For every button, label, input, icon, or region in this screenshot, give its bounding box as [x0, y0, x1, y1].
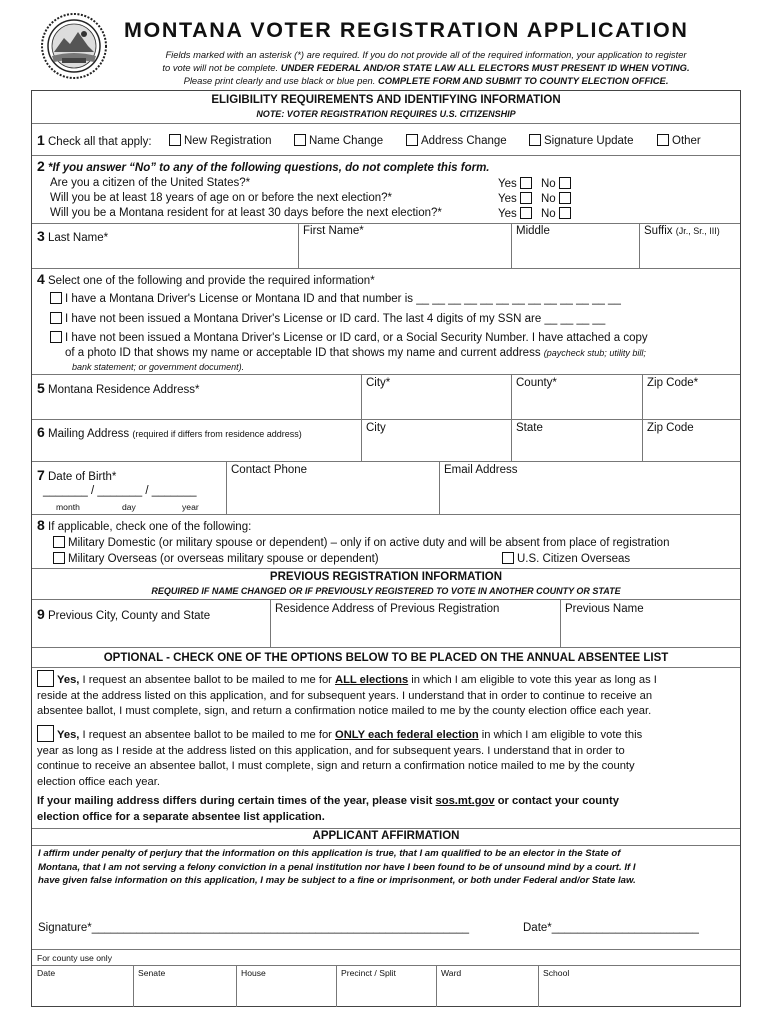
sos-link[interactable]: sos.mt.gov — [435, 795, 495, 807]
mailing-city-field[interactable] — [366, 422, 386, 434]
previous-registration-heading: PREVIOUS REGISTRATION INFORMATION — [269, 571, 503, 583]
option-ssn[interactable] — [50, 312, 605, 325]
absentee-federal-line4: election office each year. — [37, 775, 160, 788]
option-label: Signature Update — [544, 135, 634, 147]
option-label: Address Change — [421, 135, 507, 147]
absentee-federal-line3: continue to receive an absentee ballot, I must complete, sign and return a confirmation notice mailed to me by the county — [37, 760, 635, 773]
intro-line-3-text: Please print clearly and use black or blue pen. — [183, 75, 378, 86]
dob-field[interactable] — [37, 467, 116, 483]
military-overseas-label: Military Overseas (or overseas military spouse or dependent) — [68, 553, 379, 565]
zip-label: Zip Code* — [647, 377, 699, 389]
photo-id-line3 — [72, 362, 244, 372]
q1-number: 1 — [37, 132, 45, 148]
yes-label: Yes — [498, 193, 517, 205]
intro-line-2-text: to vote will not be complete. — [162, 62, 281, 73]
q3-number: 3 — [37, 228, 45, 244]
county-use-label: For county use only — [37, 953, 112, 963]
dob-label: Date of Birth* — [48, 471, 117, 483]
county-col-precinct: Precinct / Split — [341, 968, 396, 978]
residence-address-field[interactable] — [37, 380, 200, 396]
middle-label: Middle — [516, 225, 550, 237]
affirmation-heading: APPLICANT AFFIRMATION — [312, 830, 460, 842]
contact-phone-field[interactable] — [231, 464, 307, 476]
intro-line-3 — [110, 74, 742, 87]
mailing-note-text-cont: or contact your county — [494, 795, 619, 807]
affirmation-line3: have given false information on this application, I may be subject to a fine or imprisonment, or both under Federal and/or State law. — [38, 875, 636, 887]
dob-month-label: month — [56, 502, 80, 512]
city-label: City — [366, 422, 386, 434]
yes-label: Yes — [498, 208, 517, 220]
mailing-note-line1 — [37, 794, 737, 810]
q2-heading-row — [37, 158, 490, 174]
absentee-federal-line1 — [37, 725, 737, 744]
option-military-domestic[interactable] — [53, 536, 669, 549]
signature-date-field[interactable] — [523, 922, 699, 934]
option-military-overseas[interactable] — [53, 552, 379, 565]
absentee-all-line2: reside at the address listed on this application, and for subsequent years. I understand that in order to continue to receive an — [37, 689, 653, 702]
citizen-overseas-label: U.S. Citizen Overseas — [517, 553, 631, 565]
q9-number: 9 — [37, 606, 45, 622]
checkbox-new-registration[interactable] — [169, 134, 272, 147]
county-col-school: School — [543, 968, 570, 978]
previous-city-label: Previous City, County and State — [48, 610, 211, 622]
all-elections-label: ALL elections — [335, 674, 409, 686]
previous-registration-note: REQUIRED IF NAME CHANGED OR IF PREVIOUSLY REGISTERED TO VOTE IN ANOTHER COUNTY OR STATE — [151, 586, 621, 596]
affirmation-line2: Montana, that I am not serving a felony conviction in a penal institution nor have I been found to be of unsound mind by a court. If I — [38, 861, 636, 873]
residence-zip-field[interactable] — [647, 377, 698, 389]
checkbox-name-change[interactable] — [294, 134, 383, 147]
absentee-all-text-cont: in which I am eligible to vote this year as long as I — [408, 674, 657, 686]
mt-license-label: I have a Montana Driver's License or Montana ID and that number is __ __ __ __ __ __ __ __ __ __ __ __ __ — [65, 293, 621, 305]
county-label: County* — [516, 377, 557, 389]
county-col-house: House — [241, 968, 266, 978]
no-label: No — [541, 178, 556, 190]
photo-id-line2 — [65, 347, 646, 359]
county-col-senate: Senate — [138, 968, 166, 978]
previous-city-field[interactable] — [37, 606, 210, 622]
date-label: Date*_______________________ — [523, 922, 699, 934]
form-instructions — [110, 48, 742, 87]
option-label: Name Change — [309, 135, 384, 147]
absentee-option-all — [37, 670, 737, 720]
resident-no[interactable] — [541, 207, 574, 220]
absentee-all-line1 — [37, 670, 737, 689]
dob-year-label: year — [182, 502, 199, 512]
absentee-option-federal — [37, 725, 737, 790]
option-label: Other — [672, 135, 701, 147]
phone-label: Contact Phone — [231, 464, 308, 476]
no-label: No — [541, 193, 556, 205]
age-yes[interactable] — [498, 192, 535, 205]
no-label: No — [541, 208, 556, 220]
q2-heading: *If you answer “No” to any of the following questions, do not complete this form. — [48, 162, 490, 174]
previous-name-label: Previous Name — [565, 603, 644, 615]
q7-number: 7 — [37, 467, 45, 483]
county-col-date: Date — [37, 968, 56, 978]
absentee-federal-text: I request an absentee ballot to be mailed to me for — [79, 729, 336, 741]
q5-number: 5 — [37, 380, 45, 396]
photo-id-hint: (paycheck stub; utility bill; — [543, 348, 646, 358]
last-name-field[interactable] — [37, 228, 108, 244]
dob-blanks: _______ / _______ / _______ — [43, 485, 197, 497]
q1-row — [37, 132, 152, 148]
suffix-field[interactable] — [644, 225, 720, 237]
q6-number: 6 — [37, 424, 45, 440]
q2-number: 2 — [37, 158, 45, 174]
form-title: MONTANA VOTER REGISTRATION APPLICATION — [124, 18, 689, 42]
montana-state-seal — [40, 12, 108, 80]
email-label: Email Address — [444, 464, 518, 476]
q8-number: 8 — [37, 517, 45, 533]
q8-heading-row — [37, 517, 251, 533]
email-field[interactable] — [444, 464, 518, 476]
affirmation-text — [38, 847, 736, 888]
photo-id-text: of a photo ID that shows my name or acceptable ID that shows my name and current address — [65, 347, 544, 359]
mailing-address-field[interactable] — [37, 424, 302, 440]
option-citizen-overseas[interactable] — [502, 552, 630, 565]
checkbox-address-change[interactable] — [406, 134, 507, 147]
mailing-state-field[interactable] — [516, 422, 543, 434]
q8-label: If applicable, check one of the following: — [48, 521, 252, 533]
citizen-no[interactable] — [541, 177, 574, 190]
suffix-label: Suffix — [644, 225, 673, 237]
yes-label: Yes, — [57, 674, 80, 686]
zip-label: Zip Code — [647, 422, 694, 434]
last-name-label: Last Name* — [48, 232, 109, 244]
absentee-all-text: I request an absentee ballot to be mailed to me for — [79, 674, 336, 686]
q2-question-age: Will you be at least 18 years of age on or before the next election?* — [50, 192, 393, 204]
affirmation-line1: I affirm under penalty of perjury that the information on this application is true, that I am qualified to be an elector in the State of — [38, 848, 621, 859]
signature-label: Signature*___________________________________________________________ — [38, 922, 470, 934]
absentee-heading: OPTIONAL - CHECK ONE OF THE OPTIONS BELOW TO BE PLACED ON THE ANNUAL ABSENTEE LIST — [103, 652, 669, 664]
age-no[interactable] — [541, 192, 574, 205]
county-col-ward: Ward — [441, 968, 462, 978]
option-mt-license[interactable] — [50, 292, 621, 305]
first-name-field[interactable] — [303, 225, 364, 237]
middle-name-field[interactable] — [516, 225, 550, 237]
previous-address-label: Residence Address of Previous Registration — [275, 603, 500, 615]
photo-id-hint-cont: bank statement; or government document). — [72, 362, 245, 372]
q1-label: Check all that apply: — [48, 136, 152, 148]
photo-id-label: I have not been issued a Montana Driver's License or ID card, or a Social Security Number. I have attached a copy — [65, 332, 648, 344]
mailing-note-text: If your mailing address differs during certain times of the year, please visit — [37, 795, 436, 807]
previous-name-field[interactable] — [565, 603, 644, 615]
absentee-federal-text-cont: in which I am eligible to vote this — [478, 729, 643, 741]
mailing-address-label: Mailing Address — [48, 428, 133, 440]
intro-line-1: Fields marked with an asterisk (*) are required. If you do not provide all of the required information, your application to register — [165, 49, 687, 60]
signature-field[interactable] — [38, 922, 469, 934]
q2-question-resident: Will you be a Montana resident for at least 30 days before the next election?* — [50, 207, 442, 219]
yes-label: Yes, — [57, 729, 80, 741]
absentee-all-line3: absentee ballot, I must complete, sign, and return a confirmation notice mailed to me by the county election office each year. — [37, 705, 652, 718]
previous-address-field[interactable] — [275, 603, 499, 615]
ssn-label: I have not been issued a Montana Driver's License or ID card. The last 4 digits of my SSN are __ __ __ __ — [65, 313, 606, 325]
option-label: New Registration — [184, 135, 272, 147]
q2-question-citizen: Are you a citizen of the United States?* — [50, 177, 251, 189]
state-label: State — [516, 422, 543, 434]
dob-day-label: day — [122, 502, 136, 512]
eligibility-heading: ELIGIBILITY REQUIREMENTS AND IDENTIFYING INFORMATION — [211, 94, 561, 106]
mailing-note-line2: election office for a separate absentee list application. — [37, 810, 325, 823]
q4-label: Select one of the following and provide the required information* — [48, 275, 375, 287]
absentee-mailing-note — [37, 794, 737, 825]
submit-notice: COMPLETE FORM AND SUBMIT TO COUNTY ELECTION OFFICE. — [377, 75, 669, 86]
city-label: City* — [366, 377, 391, 389]
checkbox-signature-update[interactable] — [529, 134, 634, 147]
yes-label: Yes — [498, 178, 517, 190]
federal-election-label: ONLY each federal election — [335, 729, 479, 741]
registration-form — [31, 90, 741, 1007]
citizen-yes[interactable] — [498, 177, 535, 190]
q4-heading-row — [37, 271, 375, 287]
option-photo-id[interactable] — [50, 331, 648, 344]
residence-county-field[interactable] — [516, 377, 557, 389]
q4-number: 4 — [37, 271, 45, 287]
checkbox-other[interactable] — [657, 134, 701, 147]
id-notice: UNDER FEDERAL AND/OR STATE LAW ALL ELECTORS MUST PRESENT ID WHEN VOTING. — [280, 62, 690, 73]
mailing-address-hint: (required if differs from residence address) — [132, 429, 302, 439]
residence-city-field[interactable] — [366, 377, 390, 389]
mailing-zip-field[interactable] — [647, 422, 694, 434]
eligibility-note: NOTE: VOTER REGISTRATION REQUIRES U.S. CITIZENSHIP — [256, 109, 516, 119]
residence-address-label: Montana Residence Address* — [48, 384, 200, 396]
absentee-federal-line2: year as long as I reside at the address listed on this application, and for subsequent years. I understand that in order to — [37, 744, 625, 757]
military-domestic-label: Military Domestic (or military spouse or dependent) – only if on active duty and will be absent from place of registration — [68, 537, 670, 549]
absentee-all-checkbox[interactable] — [37, 670, 54, 687]
absentee-federal-checkbox[interactable] — [37, 725, 54, 742]
intro-line-2 — [110, 61, 742, 74]
resident-yes[interactable] — [498, 207, 535, 220]
first-name-label: First Name* — [303, 225, 364, 237]
suffix-hint: (Jr., Sr., III) — [675, 226, 720, 236]
